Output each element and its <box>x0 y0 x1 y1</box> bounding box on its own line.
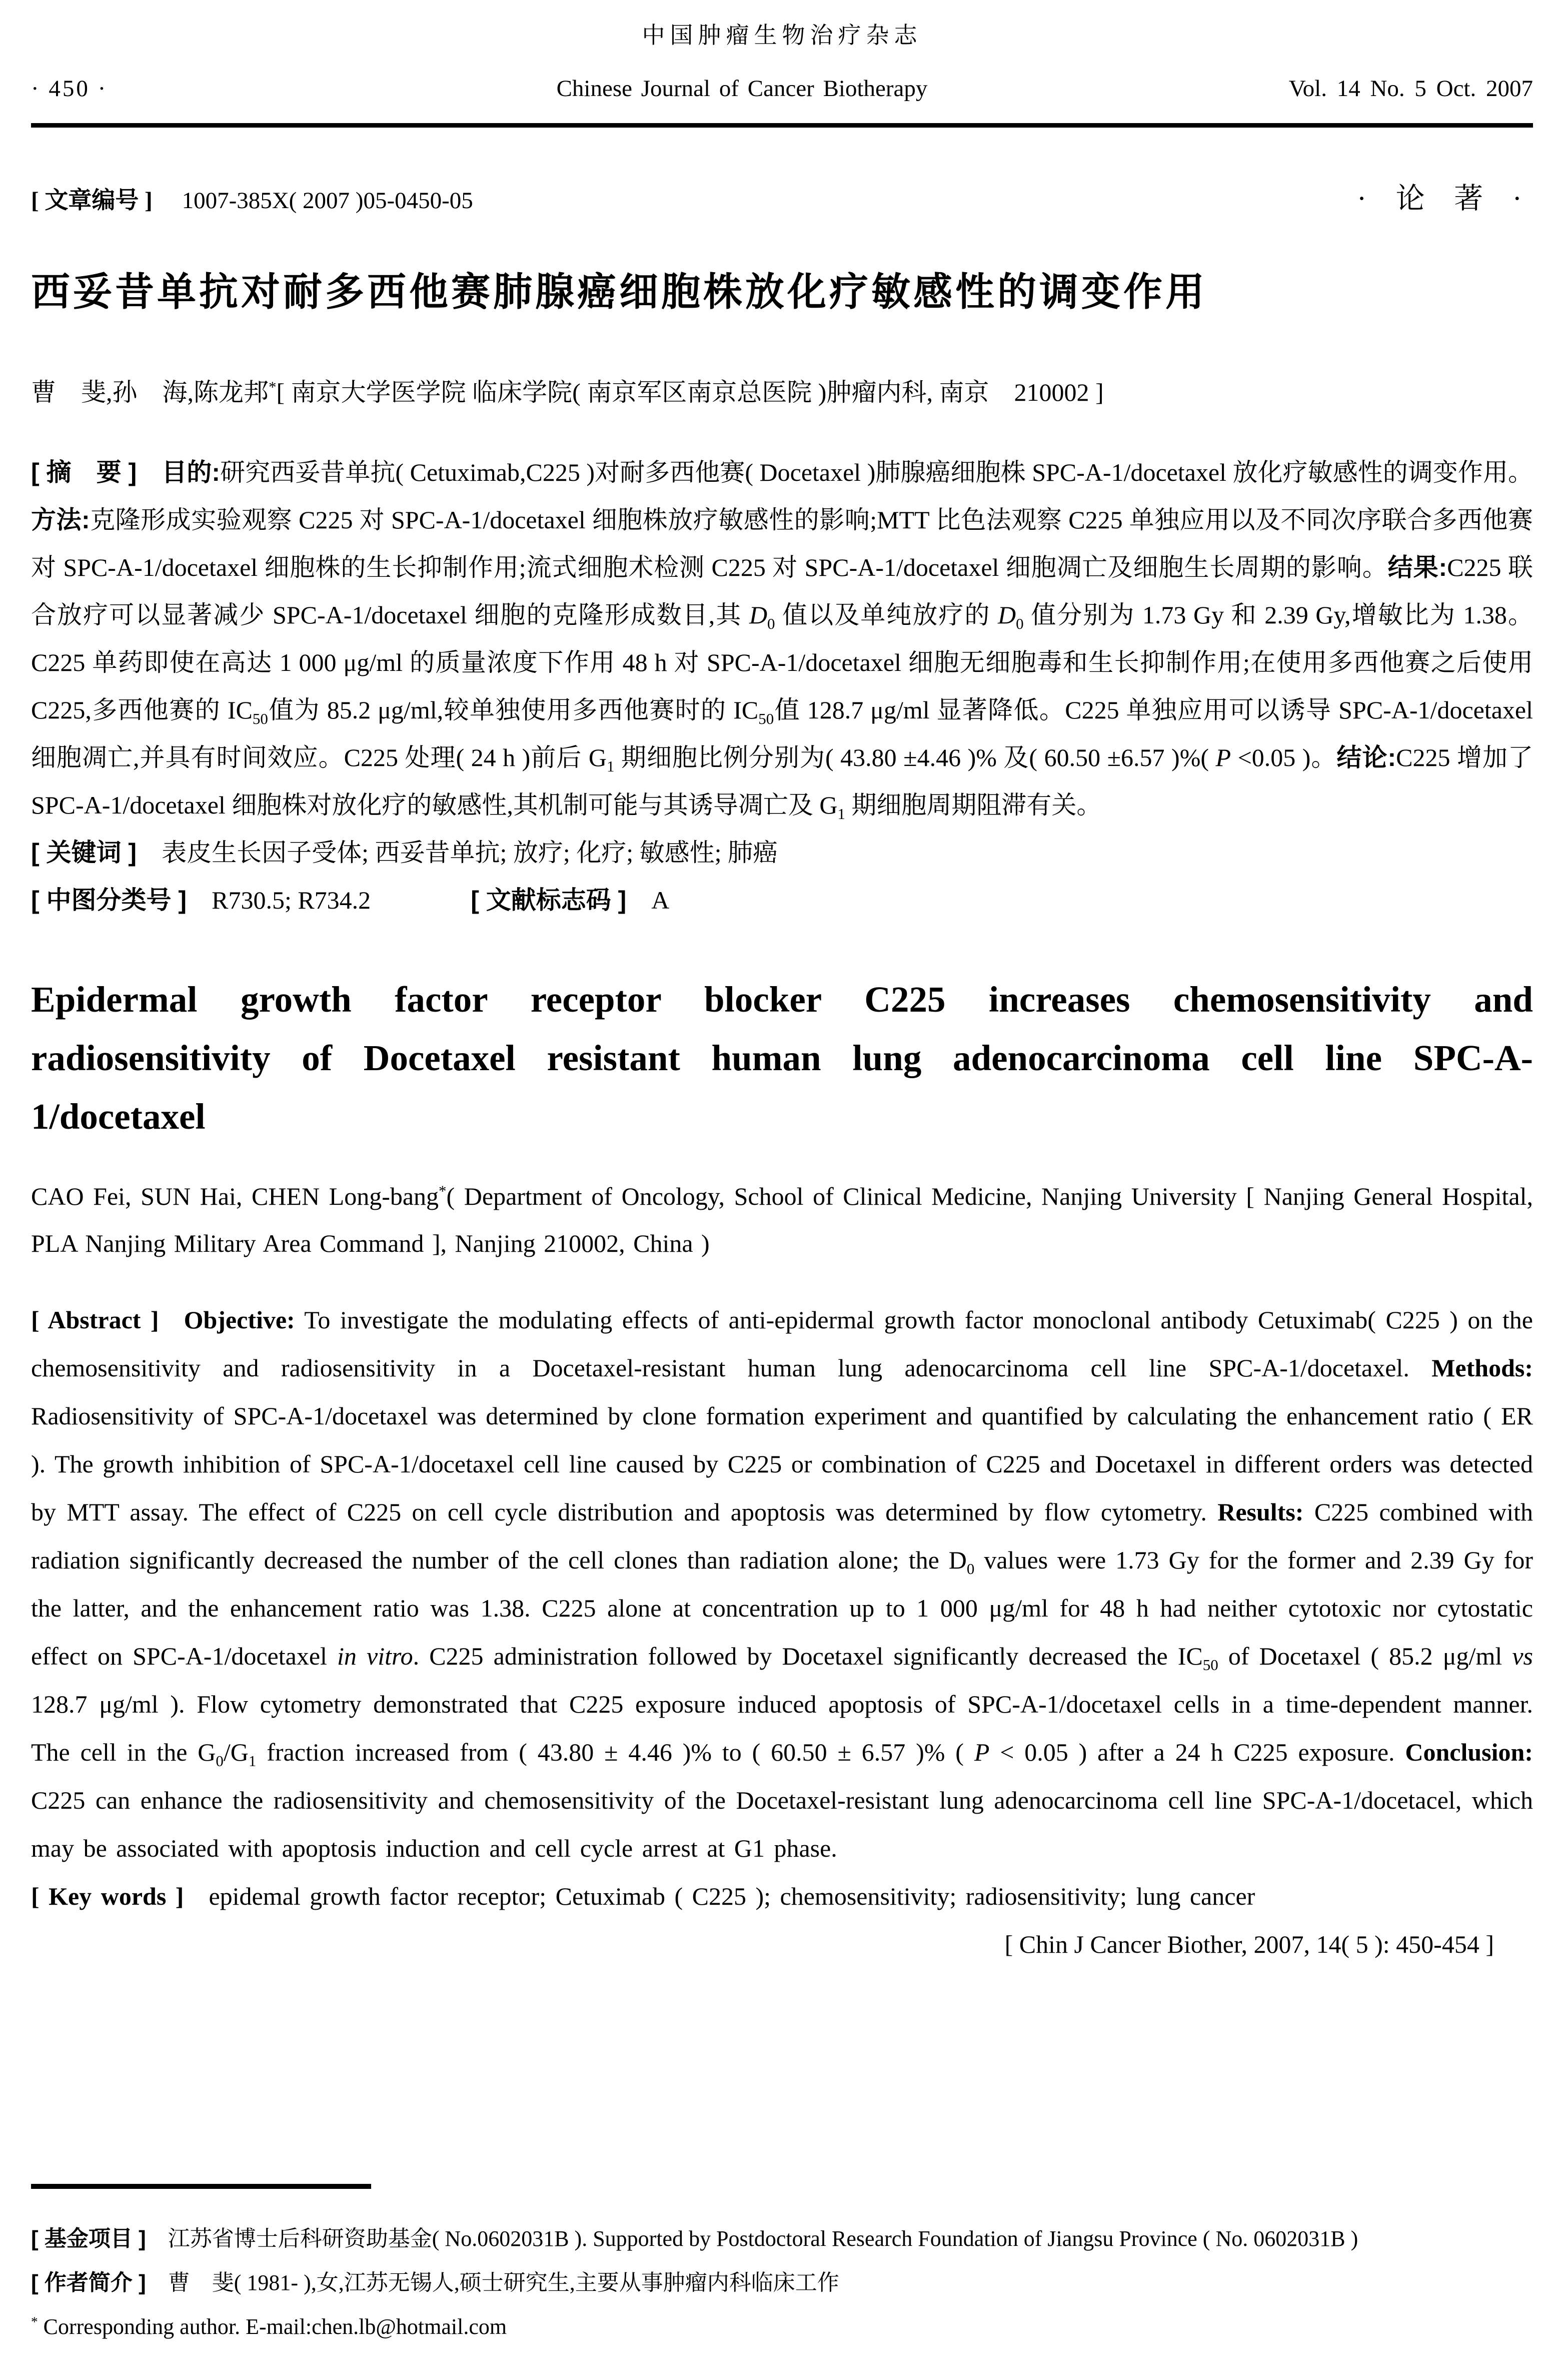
header-rule <box>31 123 1533 128</box>
citation: [ Chin J Cancer Biother, 2007, 14( 5 ): 450-454 ] <box>1004 1930 1494 1958</box>
article-title-en: Epidermal growth factor receptor blocker C225 increases chemosensitivity and radiosensitivity of Docetaxel resistant human lung adenocarcinoma cell line SPC-A-1/docetaxel <box>31 979 1533 1137</box>
journal-title-en: Chinese Journal of Cancer Biotherapy <box>556 76 928 102</box>
keywords-en: [ Key words ] epidemal growth factor receptor; Cetuximab ( C225 ); chemosensitivity; radiosensitivity; lung cancer <box>31 1882 1255 1910</box>
page-number: · 450 · <box>31 76 108 102</box>
footnote-rule <box>31 2184 371 2189</box>
fund-note: [ 基金项目 ] 江苏省博士后科研资助基金( No.0602031B ). Supported by Postdoctoral Research Foundation of Jiangsu Province ( No. 0602031B ) <box>31 2226 1358 2251</box>
meta-row <box>31 175 1533 217</box>
footnotes <box>31 2184 1533 2349</box>
header-row <box>31 75 1533 102</box>
article-title-cn: 西妥昔单抗对耐多西他赛肺腺癌细胞株放化疗敏感性的调变作用 <box>31 270 1208 314</box>
author-bio-note: [ 作者简介 ] 曹 斐( 1981- ),女,江苏无锡人,硕士研究生,主要从事肿瘤内科临床工作 <box>31 2270 839 2295</box>
authors-cn: 曹 斐,孙 海,陈龙邦*[ 南京大学医学院 临床学院( 南京军区南京总医院 )肿瘤内科, 南京 210002 ] <box>31 378 1104 406</box>
column-marker: · 论 著 · <box>1356 182 1533 215</box>
clc-row: [ 中图分类号 ] R730.5; R734.2 [ 文献标志码 ] A <box>31 886 670 914</box>
journal-title-cn: 中国肿瘤生物治疗杂志 <box>642 23 922 48</box>
issue-info: Vol. 14 No. 5 Oct. 2007 <box>1288 76 1533 102</box>
abstract-cn: [ 摘 要 ] 目的:研究西妥昔单抗( Cetuximab,C225 )对耐多西他赛( Docetaxel )肺腺癌细胞株 SPC-A-1/docetaxel 放化疗敏感性的调变作用。方法:克隆形成实验观察 C225 对 SPC-A-1/docetaxel 细胞株放疗敏感性的影响;MTT 比色法观察 C225 单独应用以及不同次序联合多西他赛对 SPC-A-1/docetaxel 细胞株的生长抑制作用;流式细胞术检测 C225 对 SPC-A-1/docetaxel 细胞凋亡及细胞生长周期的影响。结果:C225 联合放疗可以显著减少 SPC-A-1/docetaxel 细胞的克隆形成数目,其 $D_0$ 值以及单纯放疗的 $D_0$ 值分别为 1.73 Gy 和 2.39 Gy,增敏比为 1.38。C225 单药即使在高达 1 000 μg/ml 的质量浓度下作用 48 h 对 SPC-A-1/docetaxel 细胞无细胞毒和生长抑制作用;在使用多西他赛之后使用 C225,多西他赛的 $IC_{50}$值为 85.2 μg/ml,较单独使用多西他赛时的 $IC_{50}$值 128.7 μg/ml 显著降低。C225 单独应用可以诱导 SPC-A-1/docetaxel 细胞凋亡,并具有时间效应。C225 处理( 24 h )前后 $G_1$ 期细胞比例分别为( 43.80 ±4.46 )% 及( 60.50 ±6.57 )%( P <0.05 )。结论:C225 增加了 SPC-A-1/docetaxel 细胞株对放化疗的敏感性,其机制可能与其诱导凋亡及 $G_1$ 期细胞周期阻滞有关。 <box>31 458 1533 823</box>
authors-en: CAO Fei, SUN Hai, CHEN Long-bang*( Department of Oncology, School of Clinical Medicine, Nanjing University [ Nanjing General Hospital, PLA Nanjing Military Area Command ], Nanjing 210002, China ) <box>31 1182 1533 1257</box>
keywords-cn: [ 关键词 ] 表皮生长因子受体; 西妥昔单抗; 放疗; 化疗; 敏感性; 肺癌 <box>31 839 778 867</box>
article-id: [ 文章编号 ] 1007-385X( 2007 )05-0450-05 <box>31 188 473 214</box>
corresponding-note: * Corresponding author. E-mail:chen.lb@hotmail.com <box>31 2314 507 2339</box>
abstract-en: [ Abstract ] Objective: To investigate the modulating effects of anti-epidermal growth factor monoclonal antibody Cetuximab( C225 ) on the chemosensitivity and radiosensitivity in a Docetaxel-resistant human lung adenocarcinoma cell line SPC-A-1/docetaxel. Methods: Radiosensitivity of SPC-A-1/docetaxel was determined by clone formation experiment and quantified by calculating the enhancement ratio ( ER ). The growth inhibition of SPC-A-1/docetaxel cell line caused by C225 or combination of C225 and Docetaxel in different orders was detected by MTT assay. The effect of C225 on cell cycle distribution and apoptosis was determined by flow cytometry. Results: C225 combined with radiation significantly decreased the number of the cell clones than radiation alone; the $D_0$ values were 1.73 Gy for the former and 2.39 Gy for the latter, and the enhancement ratio was 1.38. C225 alone at concentration up to 1 000 μg/ml for 48 h had neither cytotoxic nor cytostatic effect on SPC-A-1/docetaxel in vitro. C225 administration followed by Docetaxel significantly decreased the $IC_{50}$ of Docetaxel ( 85.2 μg/ml vs 128.7 μg/ml ). Flow cytometry demonstrated that C225 exposure induced apoptosis of SPC-A-1/docetaxel cells in a time-dependent manner. The cell in the $G_0/G_1$ fraction increased from ( 43.80 ± 4.46 )% to ( 60.50 ± 6.57 )% ( P < 0.05 ) after a 24 h C225 exposure. Conclusion: C225 can enhance the radiosensitivity and chemosensitivity of the Docetaxel-resistant lung adenocarcinoma cell line SPC-A-1/docetacel, which may be associated with apoptosis induction and cell cycle arrest at G1 phase. <box>31 1306 1533 1862</box>
